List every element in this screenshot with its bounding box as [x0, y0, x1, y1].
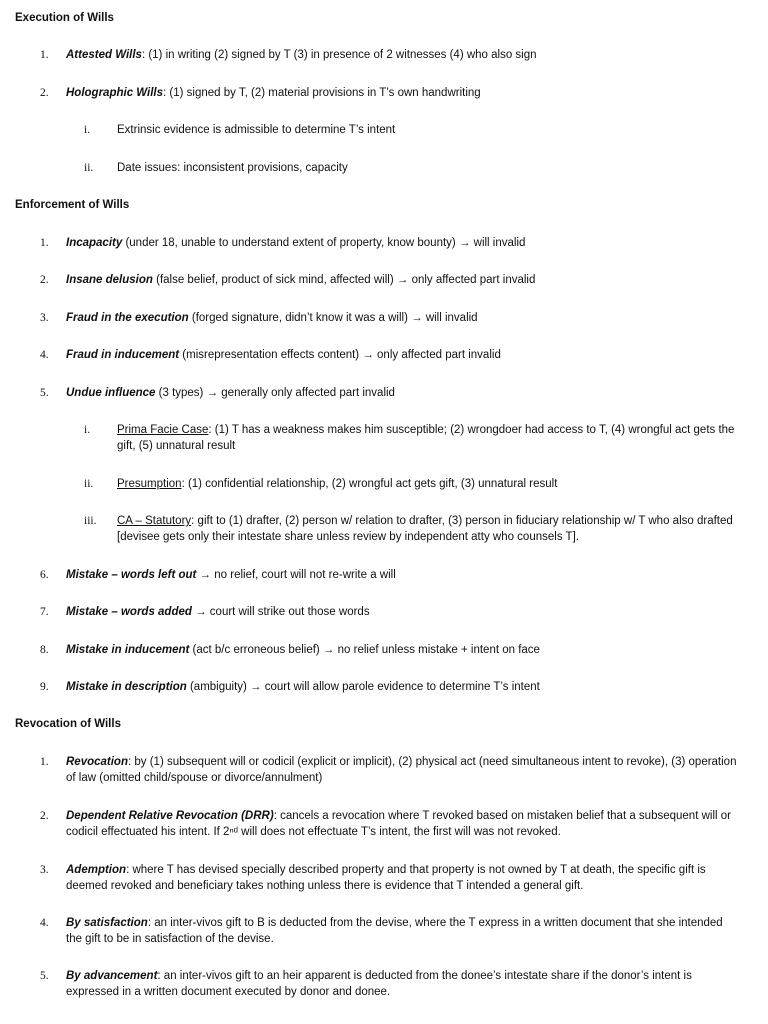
- item-number: 4.: [40, 917, 49, 929]
- item-term: By advancement: [66, 970, 158, 982]
- item-text: : by (1) subsequent will or codicil (explicit or implicit), (2) physical act (need simultaneous intent to revoke), (3) operation of law (omitted child/spouse or divorce/annulment): [66, 756, 737, 784]
- list-item: [40, 862, 740, 894]
- item-number: 4.: [40, 349, 49, 361]
- item-text: : cancels a revocation where T revoked based on mistaken belief that a subsequent will or codicil effectuated his intent. If 2ⁿᵈ will does not effectuate T’s intent, the first will was not revoked.: [66, 810, 731, 838]
- sub-item-label: Presumption: [117, 478, 182, 490]
- list-item: [40, 385, 740, 401]
- list-item: [40, 347, 740, 363]
- section-heading-revocation: Revocation of Wills: [15, 718, 121, 730]
- item-number: 5.: [40, 387, 49, 399]
- sub-item-number: iii.: [84, 515, 97, 527]
- item-number: 1.: [40, 49, 49, 61]
- item-term: Holographic Wills: [66, 87, 164, 99]
- item-text: (misrepresentation effects content) → only affected part invalid: [179, 349, 501, 361]
- item-term: Mistake in inducement: [66, 644, 190, 656]
- sub-item-text: Extrinsic evidence is admissible to determine T’s intent: [117, 124, 396, 136]
- sub-item-label: CA – Statutory: [117, 515, 192, 527]
- sub-item-label: Prima Facie Case: [117, 424, 209, 436]
- list-item: [40, 47, 740, 63]
- item-number: 3.: [40, 864, 49, 876]
- item-text: : an inter-vivos gift to an heir apparent is deducted from the donee’s intestate share if the donor’s intent is expressed in a written document executed by donor and donee.: [66, 970, 692, 998]
- sub-item-text: : (1) confidential relationship, (2) wrongful act gets gift, (3) unnatural result: [181, 478, 558, 490]
- list-item: [40, 604, 740, 620]
- sub-item-text: Date issues: inconsistent provisions, capacity: [117, 162, 348, 174]
- item-number: 2.: [40, 810, 49, 822]
- item-term: Undue influence: [66, 387, 156, 399]
- sub-list-item: [84, 122, 740, 138]
- item-term: Dependent Relative Revocation (DRR): [66, 810, 274, 822]
- list-item: [40, 754, 740, 786]
- section-heading-enforcement: Enforcement of Wills: [15, 199, 130, 211]
- item-text: : where T has devised specially described property and that property is not owned by T at death, the specific gift is deemed revoked and beneficiary takes nothing unless there is evidence that T intended a general gift.: [66, 864, 706, 892]
- item-term: Ademption: [66, 864, 127, 876]
- sub-list-item: [84, 476, 740, 492]
- list-item: [40, 567, 740, 583]
- list-item: [40, 915, 740, 947]
- item-text: : an inter-vivos gift to B is deducted from the devise, where the T express in a written document that she intended the gift to be in satisfaction of the devise.: [66, 917, 723, 945]
- item-number: 1.: [40, 756, 49, 768]
- item-term: Mistake – words added: [66, 606, 192, 618]
- list-item: [40, 679, 740, 695]
- list-item: [40, 808, 740, 840]
- item-text: : (1) in writing (2) signed by T (3) in presence of 2 witnesses (4) who also sign: [141, 49, 537, 61]
- list-item: [40, 85, 740, 101]
- item-number: 8.: [40, 644, 49, 656]
- sub-item-text: : gift to (1) drafter, (2) person w/ relation to drafter, (3) person in fiduciary relationship w/ T who also drafted [devisee gets only their intestate share unless review by independent atty who counsels T].: [117, 515, 733, 543]
- item-number: 2.: [40, 274, 49, 286]
- sub-item-text: : (1) T has a weakness makes him susceptible; (2) wrongdoer had access to T, (4) wrongful act gets the gift, (5) unnatural result: [117, 424, 735, 452]
- sub-item-number: i.: [84, 424, 91, 436]
- item-text: (false belief, product of sick mind, affected will) → only affected part invalid: [152, 274, 536, 286]
- item-term: Fraud in the execution: [66, 312, 189, 324]
- item-text: → court will strike out those words: [191, 606, 370, 618]
- list-item: [40, 642, 740, 658]
- item-text: → no relief, court will not re-write a will: [196, 569, 396, 581]
- item-number: 1.: [40, 237, 49, 249]
- item-number: 3.: [40, 312, 49, 324]
- list-item: [40, 235, 740, 251]
- list-item: [40, 272, 740, 288]
- item-term: Fraud in inducement: [66, 349, 180, 361]
- item-term: Mistake in description: [66, 681, 187, 693]
- item-number: 9.: [40, 681, 49, 693]
- item-number: 5.: [40, 970, 49, 982]
- sub-item-number: i.: [84, 124, 91, 136]
- item-number: 2.: [40, 87, 49, 99]
- item-term: Attested Wills: [66, 49, 142, 61]
- item-term: Mistake – words left out: [66, 569, 197, 581]
- item-text: (3 types) → generally only affected part invalid: [155, 387, 395, 399]
- list-item: [40, 310, 740, 326]
- item-term: By satisfaction: [66, 917, 148, 929]
- item-text: (forged signature, didn’t know it was a will) → will invalid: [188, 312, 478, 324]
- list-item: [40, 968, 740, 1000]
- sub-list-item: [84, 513, 740, 545]
- item-term: Insane delusion: [66, 274, 153, 286]
- sub-list-item: [84, 160, 740, 176]
- item-number: 7.: [40, 606, 49, 618]
- item-term: Revocation: [66, 756, 128, 768]
- sub-item-number: ii.: [84, 162, 94, 174]
- item-number: 6.: [40, 569, 49, 581]
- item-text: (under 18, unable to understand extent of property, know bounty) → will invalid: [122, 237, 526, 249]
- section-heading-execution: Execution of Wills: [15, 12, 114, 24]
- sub-item-number: ii.: [84, 478, 94, 490]
- item-text: (ambiguity) → court will allow parole evidence to determine T’s intent: [186, 681, 540, 693]
- item-text: : (1) signed by T, (2) material provisions in T’s own handwriting: [163, 87, 481, 99]
- sub-list-item: [84, 422, 740, 454]
- item-text: (act b/c erroneous belief) → no relief unless mistake + intent on face: [189, 644, 540, 656]
- item-term: Incapacity: [66, 237, 123, 249]
